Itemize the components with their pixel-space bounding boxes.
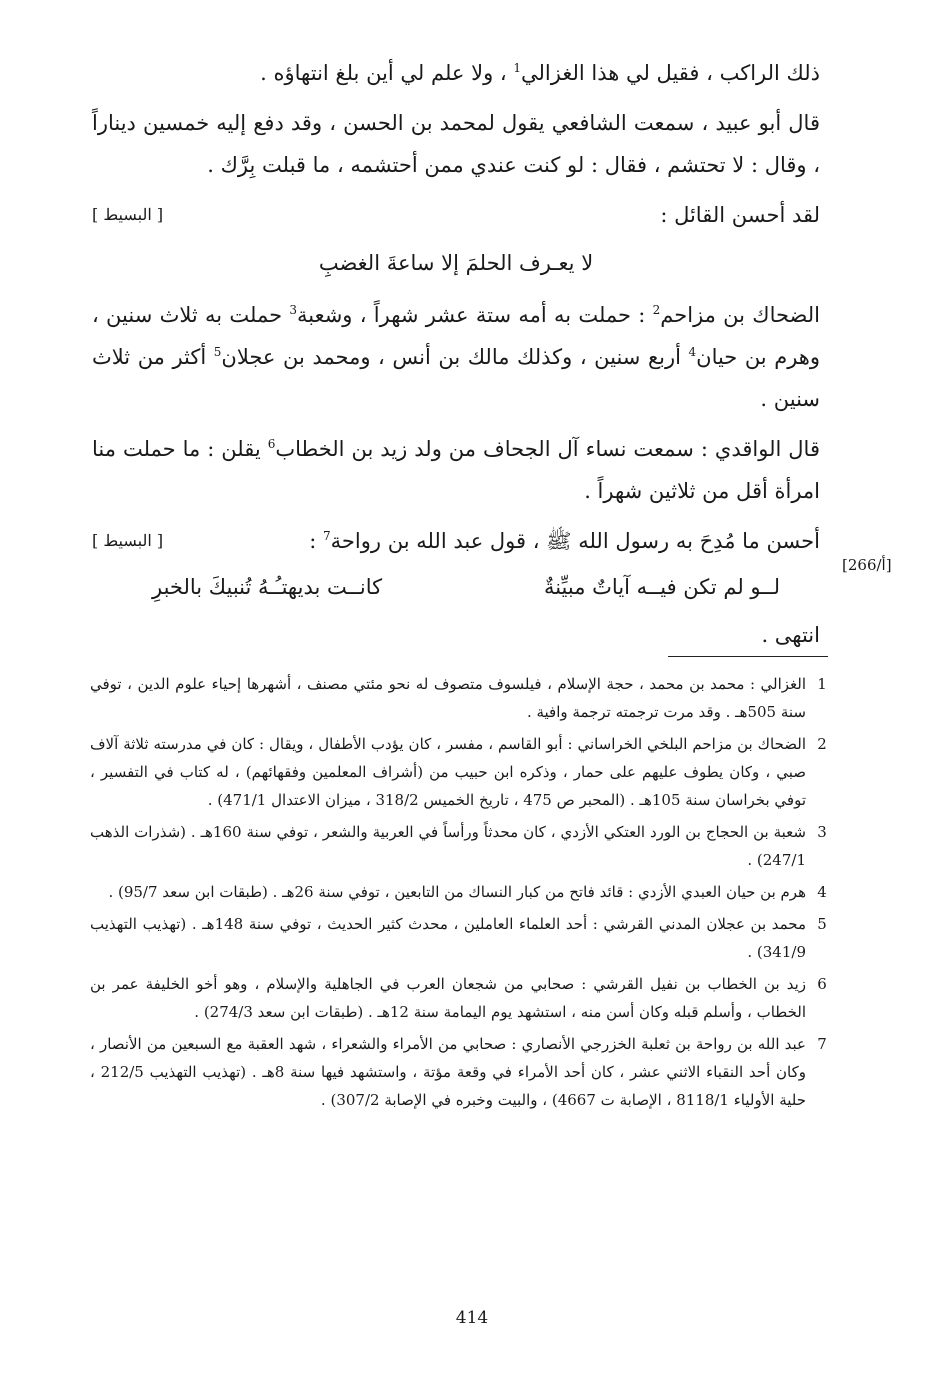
footnote-ref-7[interactable]: 7 (323, 529, 331, 543)
verse-hemistich: لا يعـرف الحلمَ إلا ساعةَ الغضبِ (318, 251, 594, 275)
footnote-text: زيد بن الخطاب بن نفيل القرشي : صحابي من شجعان العرب في الجاهلية والإسلام ، وهو أخو الخليفة عمر بن الخطاب ، وأسلم قبله وكان أسن منه ، استشهد يوم اليمامة سنة 12هـ . (طبقات ابن سعد 274/3) . (90, 975, 806, 1021)
footnote-ref-3[interactable]: 3 (289, 303, 297, 317)
footnote-ref-4[interactable]: 4 (688, 345, 697, 359)
paragraph-4: قال الواقدي : سمعت نساء آل الجحاف من ولد زيد بن الخطاب$^6$ يقلن : ما حملت منا امرأة أقل من ثلاثين شهراً . (92, 437, 820, 503)
footnote-number: 2 (817, 735, 827, 753)
footnote-text: محمد بن عجلان المدني القرشي : أحد العلماء العاملين ، محدث كثير الحديث ، توفي سنة 148هـ . (تهذيب التهذيب 341/9) . (90, 915, 806, 961)
margin-folio-marker: [266/أ] (842, 556, 892, 574)
footnote-number: 7 (817, 1035, 827, 1053)
footnote-text: الضحاك بن مزاحم البلخي الخراساني : أبو القاسم ، مفسر ، كان يؤدب الأطفال ، ويقال : كان في مدرسته ثلاثة آلاف صبي ، وكان يطوف عليهم على حمار ، وذكره ابن حبيب من (أشراف المعلمين وفقهائهم) ، له كتاب في التفسير ، توفي بخراسان سنة 105هـ . (المحبر ص 475 ، تاريخ الخميس 318/2 ، ميزان الاعتدال 471/1) . (90, 735, 806, 809)
verse-intro-1 (92, 194, 820, 240)
paragraph-2: قال أبو عبيد ، سمعت الشافعي يقول لمحمد بن الحسن ، وقد دفع إليه خمسين ديناراً ، وقال : لا تحتشم ، فقال : لو كنت عندي ممن أحتشمه ، ما قبلت بِرَّك . (92, 111, 820, 177)
footnote-text: الغزالي : محمد بن محمد ، حجة الإسلام ، فيلسوف متصوف له نحو مئتي مصنف ، أشهرها إحياء علوم الدين ، توفي سنة 505هـ . وقد مرت ترجمته ترجمة وافية . (90, 675, 806, 721)
verse-intro-text-2: أحسن ما مُدِحَ به رسول الله ﷺ ، قول عبد الله بن رواحة$^7$ : (309, 529, 820, 553)
footnote-text: هرم بن حيان العبدي الأزدي : قائد فاتح من كبار النساك من التابعين ، توفي سنة 26هـ . (طبقات ابن سعد 95/7) . (108, 883, 806, 901)
footnote-text: شعبة بن الحجاج بن الورد العتكي الأزدي ، كان محدثاً ورأساً في العربية والشعر ، توفي سنة 160هـ . (شذرات الذهب 247/1) . (90, 823, 806, 869)
footnote (90, 818, 832, 874)
main-text (92, 52, 820, 664)
footnote (90, 970, 832, 1026)
verse-line (92, 566, 820, 614)
footnote (90, 670, 832, 726)
meter-label: [ البسيط ] (92, 205, 164, 224)
footnote-number: 4 (817, 883, 827, 901)
verse-intro-text: لقد أحسن القائل : (660, 203, 820, 227)
footnote (90, 730, 832, 814)
paragraph-1: ذلك الراكب ، فقيل لي هذا الغزالي$^1$ ، ولا علم لي أين بلغ انتهاؤه . (260, 61, 820, 85)
footnote-separator (668, 656, 828, 657)
footnote (90, 910, 832, 966)
ending-word: انتهى . (761, 623, 820, 647)
verse-first-hemistich: لــو لم تكن فيــه آياتٌ مبيِّنةٌ (543, 575, 780, 599)
verse-intro-2 (92, 520, 820, 566)
footnote-text: عبد الله بن رواحة بن ثعلبة الخزرجي الأنصاري : صحابي من الأمراء والشعراء ، شهد العقبة مع السبعين من الأنصار ، وكان أحد النقباء الاثني عشر ، كان أحد الأمراء في وقعة مؤتة ، واستشهد فيها سنة 8هـ . (تهذيب التهذيب 212/5 ، حلية الأولياء 8118/1 ، الإصابة ت 4667) ، والبيت وخبره في الإصابة 307/2) . (90, 1035, 806, 1109)
footnote (90, 1030, 832, 1114)
footnote-ref-2[interactable]: 2 (652, 303, 661, 317)
footnote-ref-5[interactable]: 5 (213, 345, 222, 359)
page-number: 414 (455, 1308, 489, 1328)
footnote-number: 5 (817, 915, 827, 933)
footnote-number: 6 (817, 975, 827, 993)
footnotes (90, 670, 832, 1118)
footnote-ref-1[interactable]: 1 (513, 61, 522, 75)
verse-second-hemistich: كانــت بديهتـُـهُ تُنبيكَ بالخبرِ (152, 575, 383, 599)
footnote-number: 1 (817, 675, 827, 693)
footnote (90, 878, 832, 906)
paragraph-3: الضحاك بن مزاحم$^2$ : حملت به أمه ستة عشر شهراً ، وشعبة$^3$ حملت به ثلاث سنين ، وهرم بن حيان$^4$ أربع سنين ، وكذلك مالك بن أنس ، ومحمد بن عجلان$^5$ أكثر من ثلاث سنين . (92, 303, 821, 411)
footnote-ref-6[interactable]: 6 (267, 437, 276, 451)
meter-label-2: [ البسيط ] (92, 531, 164, 550)
footnote-number: 3 (817, 823, 827, 841)
